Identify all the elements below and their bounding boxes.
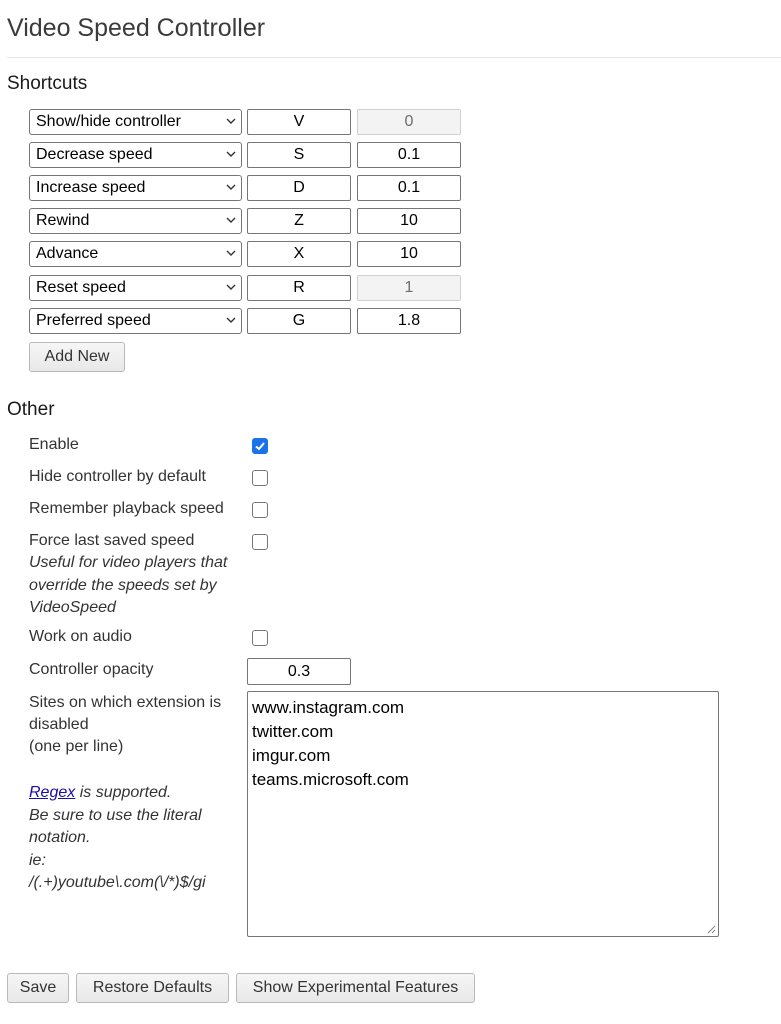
other-heading: Other <box>7 399 55 420</box>
sites-label-line: (one per line) <box>29 738 124 755</box>
force-speed-note <box>29 552 249 620</box>
shortcut-key-input[interactable]: Z <box>247 208 351 234</box>
shortcut-action-select[interactable] <box>29 241 242 267</box>
shortcut-value-input[interactable]: 10 <box>357 208 461 234</box>
force-speed-label: Force last saved speed <box>29 532 195 549</box>
regex-link[interactable]: Regex <box>29 784 76 801</box>
page-title: Video Speed Controller <box>7 14 266 42</box>
shortcut-action-label: Increase speed <box>36 179 146 196</box>
shortcut-value-input[interactable]: 1.8 <box>357 308 461 334</box>
shortcut-action-select[interactable] <box>29 109 242 135</box>
force-speed-checkbox[interactable] <box>252 534 268 550</box>
blacklist-textarea[interactable] <box>247 691 719 937</box>
shortcut-action-label: Preferred speed <box>36 312 151 329</box>
chevron-down-icon <box>226 216 236 224</box>
shortcut-value-input: 1 <box>357 275 461 301</box>
shortcut-action-select[interactable] <box>29 208 242 234</box>
force-speed-note-line: override the speeds set by <box>29 576 217 594</box>
chevron-down-icon <box>226 117 236 125</box>
chevron-down-icon <box>226 249 236 257</box>
restore-defaults-button[interactable]: Restore Defaults <box>76 973 229 1003</box>
shortcut-key-input[interactable]: G <box>247 308 351 334</box>
shortcut-key-input[interactable]: S <box>247 142 351 168</box>
regex-note-line: /(.+)youtube\.com(\/*)$/gi <box>29 874 206 891</box>
sites-disabled-label <box>29 692 244 758</box>
shortcuts-heading: Shortcuts <box>7 73 88 94</box>
regex-suffix: is supported. <box>75 784 172 801</box>
force-speed-note-line: VideoSpeed <box>29 599 116 616</box>
shortcut-action-label: Show/hide controller <box>36 113 181 130</box>
shortcut-action-select[interactable] <box>29 175 242 201</box>
blacklist-line: twitter.com <box>252 722 334 741</box>
remember-speed-checkbox[interactable] <box>252 502 268 518</box>
chevron-down-icon <box>226 183 236 191</box>
shortcut-action-label: Decrease speed <box>36 146 153 163</box>
controller-opacity-input[interactable]: 0.3 <box>247 658 351 685</box>
add-new-button[interactable]: Add New <box>29 342 125 372</box>
shortcut-action-select[interactable] <box>29 275 242 301</box>
shortcut-key-input[interactable]: D <box>247 175 351 201</box>
chevron-down-icon <box>226 283 236 291</box>
enable-label: Enable <box>29 436 79 453</box>
hide-controller-label: Hide controller by default <box>29 468 206 485</box>
shortcut-key-input[interactable]: V <box>247 109 351 135</box>
regex-note-line: notation. <box>29 829 91 846</box>
shortcut-value-input[interactable]: 0.1 <box>357 142 461 168</box>
shortcut-action-select[interactable] <box>29 308 242 334</box>
shortcut-action-label: Advance <box>36 245 99 262</box>
shortcut-value-input[interactable]: 10 <box>357 241 461 267</box>
save-button[interactable]: Save <box>7 973 69 1003</box>
shortcut-action-label: Rewind <box>36 212 90 229</box>
shortcut-action-select[interactable] <box>29 142 242 168</box>
blacklist-line: teams.microsoft.com <box>252 770 409 789</box>
hide-controller-checkbox[interactable] <box>252 470 268 486</box>
checkmark-icon <box>254 440 266 452</box>
title-divider <box>7 57 781 58</box>
regex-note <box>29 782 249 895</box>
remember-speed-label: Remember playback speed <box>29 500 224 517</box>
force-speed-note-line: Useful for video players that <box>29 554 228 571</box>
shortcut-value-input: 0 <box>357 109 461 135</box>
shortcut-action-label: Reset speed <box>36 279 126 296</box>
sites-label-line: disabled <box>29 716 89 733</box>
blacklist-line: imgur.com <box>252 746 331 765</box>
chevron-down-icon <box>226 316 236 324</box>
show-experimental-button[interactable]: Show Experimental Features <box>236 973 475 1003</box>
resize-grip-icon[interactable] <box>707 925 716 934</box>
sites-label-line: Sites on which extension is <box>29 694 222 711</box>
regex-note-line: ie: <box>29 851 46 869</box>
work-on-audio-checkbox[interactable] <box>252 630 268 646</box>
blacklist-line: www.instagram.com <box>252 698 405 717</box>
regex-note-line: Be sure to use the literal <box>29 806 202 824</box>
shortcut-key-input[interactable]: X <box>247 241 351 267</box>
work-on-audio-label: Work on audio <box>29 628 132 645</box>
shortcut-value-input[interactable]: 0.1 <box>357 175 461 201</box>
controller-opacity-label: Controller opacity <box>29 661 154 678</box>
enable-checkbox[interactable] <box>252 438 268 454</box>
chevron-down-icon <box>226 150 236 158</box>
shortcut-key-input[interactable]: R <box>247 275 351 301</box>
